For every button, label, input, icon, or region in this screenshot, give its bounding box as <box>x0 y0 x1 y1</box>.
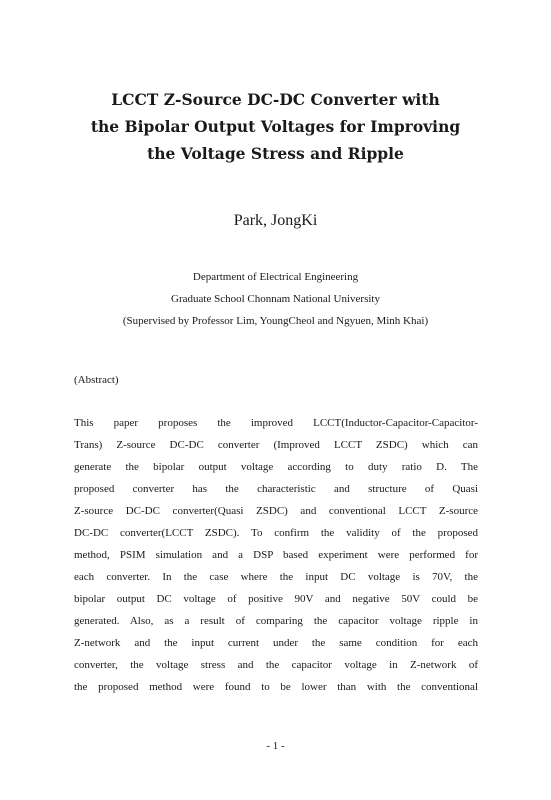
paper-title <box>0 86 551 167</box>
abstract-line: the proposed method were found to be lower than with the conventional <box>74 681 478 693</box>
abstract-line: proposed converter has the characteristic and structure of Quasi <box>74 483 478 495</box>
title-line-2: the Bipolar Output Voltages for Improving <box>90 117 461 136</box>
affiliation-school: Graduate School Chonnam National University <box>171 293 380 305</box>
author-name: Park, JongKi <box>233 212 318 229</box>
page-number: - 1 - <box>266 740 285 752</box>
affiliation-supervisors: (Supervised by Professor Lim, YoungCheol and Ngyuen, Minh Khai) <box>122 315 429 327</box>
affiliation-department: Department of Electrical Engineering <box>192 271 359 283</box>
abstract-line: Trans) Z-source DC-DC converter (Improved LCCT ZSDC) which can <box>74 439 478 451</box>
abstract-line: DC-DC converter(LCCT ZSDC). To confirm the validity of the proposed <box>74 527 478 539</box>
abstract-line: bipolar output DC voltage of positive 90V and negative 50V could be <box>74 593 478 605</box>
abstract-label: (Abstract) <box>74 374 119 386</box>
affiliation-block <box>0 266 551 332</box>
abstract-line: This paper proposes the improved LCCT(Inductor-Capacitor-Capacitor- <box>74 417 478 429</box>
abstract-line: method, PSIM simulation and a DSP based experiment were performed for <box>74 549 478 561</box>
abstract-line: Z-network and the input current under the same condition for each <box>74 637 478 649</box>
abstract-line: converter, the voltage stress and the capacitor voltage in Z-network of <box>74 659 478 671</box>
title-line-3: the Voltage Stress and Ripple <box>147 144 404 163</box>
abstract-line: each converter. In the case where the input DC voltage is 70V, the <box>74 571 478 583</box>
abstract-line: generate the bipolar output voltage according to duty ratio D. The <box>74 461 478 473</box>
title-line-1: LCCT Z-Source DC-DC Converter with <box>111 90 440 109</box>
abstract-body <box>74 412 478 698</box>
abstract-line: Z-source DC-DC converter(Quasi ZSDC) and conventional LCCT Z-source <box>74 505 478 517</box>
abstract-line: generated. Also, as a result of comparing the capacitor voltage ripple in <box>74 615 478 627</box>
